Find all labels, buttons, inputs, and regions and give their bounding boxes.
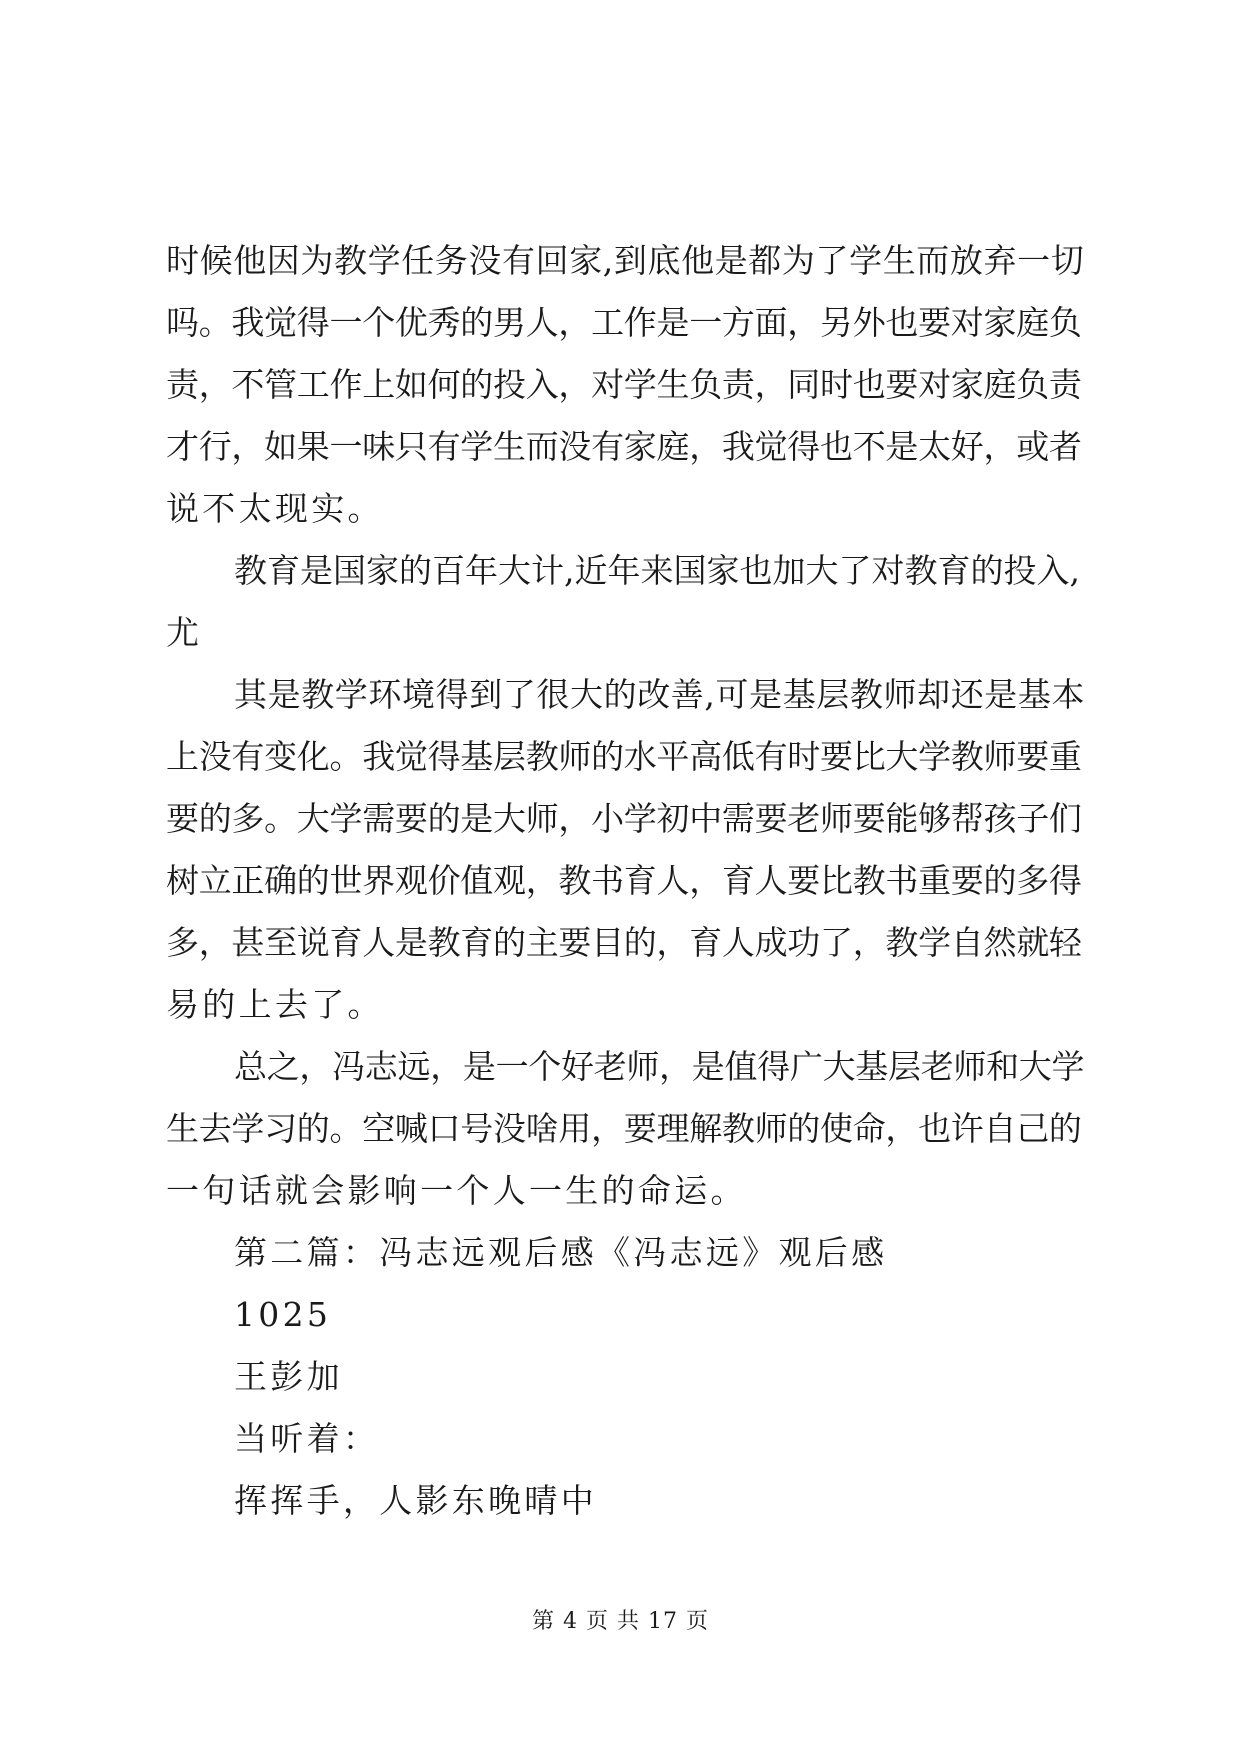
text-line-18: 1025	[234, 1295, 332, 1334]
text-line-13: 易的上去了。	[166, 985, 384, 1024]
section-heading-line: 第二篇：冯志远观后感《冯志远》观后感	[234, 1233, 888, 1272]
text-line-5: 说不太现实。	[166, 489, 384, 528]
page-number-label: 第 4 页 共 17 页	[532, 1609, 709, 1634]
text-line-8: 其是教学环境得到了很大的改善,可是基层教师却还是基本	[234, 675, 1086, 714]
text-line-6: 教育是国家的百年大计,近年来国家也加大了对教育的投入,	[234, 551, 1080, 590]
text-line-1: 时候他因为教学任务没有回家,到底他是都为了学生而放弃一切	[166, 241, 1085, 280]
text-line-7: 尤	[166, 613, 203, 652]
text-line-2: 吗。我觉得一个优秀的男人，工作是一方面，另外也要对家庭负	[166, 303, 1082, 342]
text-line-21: 挥挥手，人影东晚晴中	[234, 1481, 597, 1520]
text-line-12: 多，甚至说育人是教育的主要目的，育人成功了，教学自然就轻	[166, 923, 1082, 962]
text-line-3: 责，不管工作上如何的投入，对学生负责，同时也要对家庭负责	[166, 365, 1082, 404]
document-body	[166, 230, 1086, 1532]
text-line-15: 生去学习的。空喊口号没啥用，要理解教师的使命，也许自己的	[166, 1109, 1082, 1148]
text-line-11: 树立正确的世界观价值观，教书育人，育人要比教书重要的多得	[166, 861, 1082, 900]
text-line-10: 要的多。大学需要的是大师，小学初中需要老师要能够帮孩子们	[166, 799, 1082, 838]
page-footer	[0, 1607, 1241, 1637]
text-line-4: 才行，如果一味只有学生而没有家庭，我觉得也不是太好，或者	[166, 427, 1082, 466]
text-line-16: 一句话就会影响一个人一生的命运。	[166, 1171, 747, 1210]
text-line-9: 上没有变化。我觉得基层教师的水平高低有时要比大学教师要重	[166, 737, 1082, 776]
text-line-20: 当听着：	[234, 1419, 380, 1458]
text-line-14: 总之，冯志远，是一个好老师，是值得广大基层老师和大学	[234, 1047, 1085, 1086]
author-line: 王彭加	[234, 1357, 343, 1396]
